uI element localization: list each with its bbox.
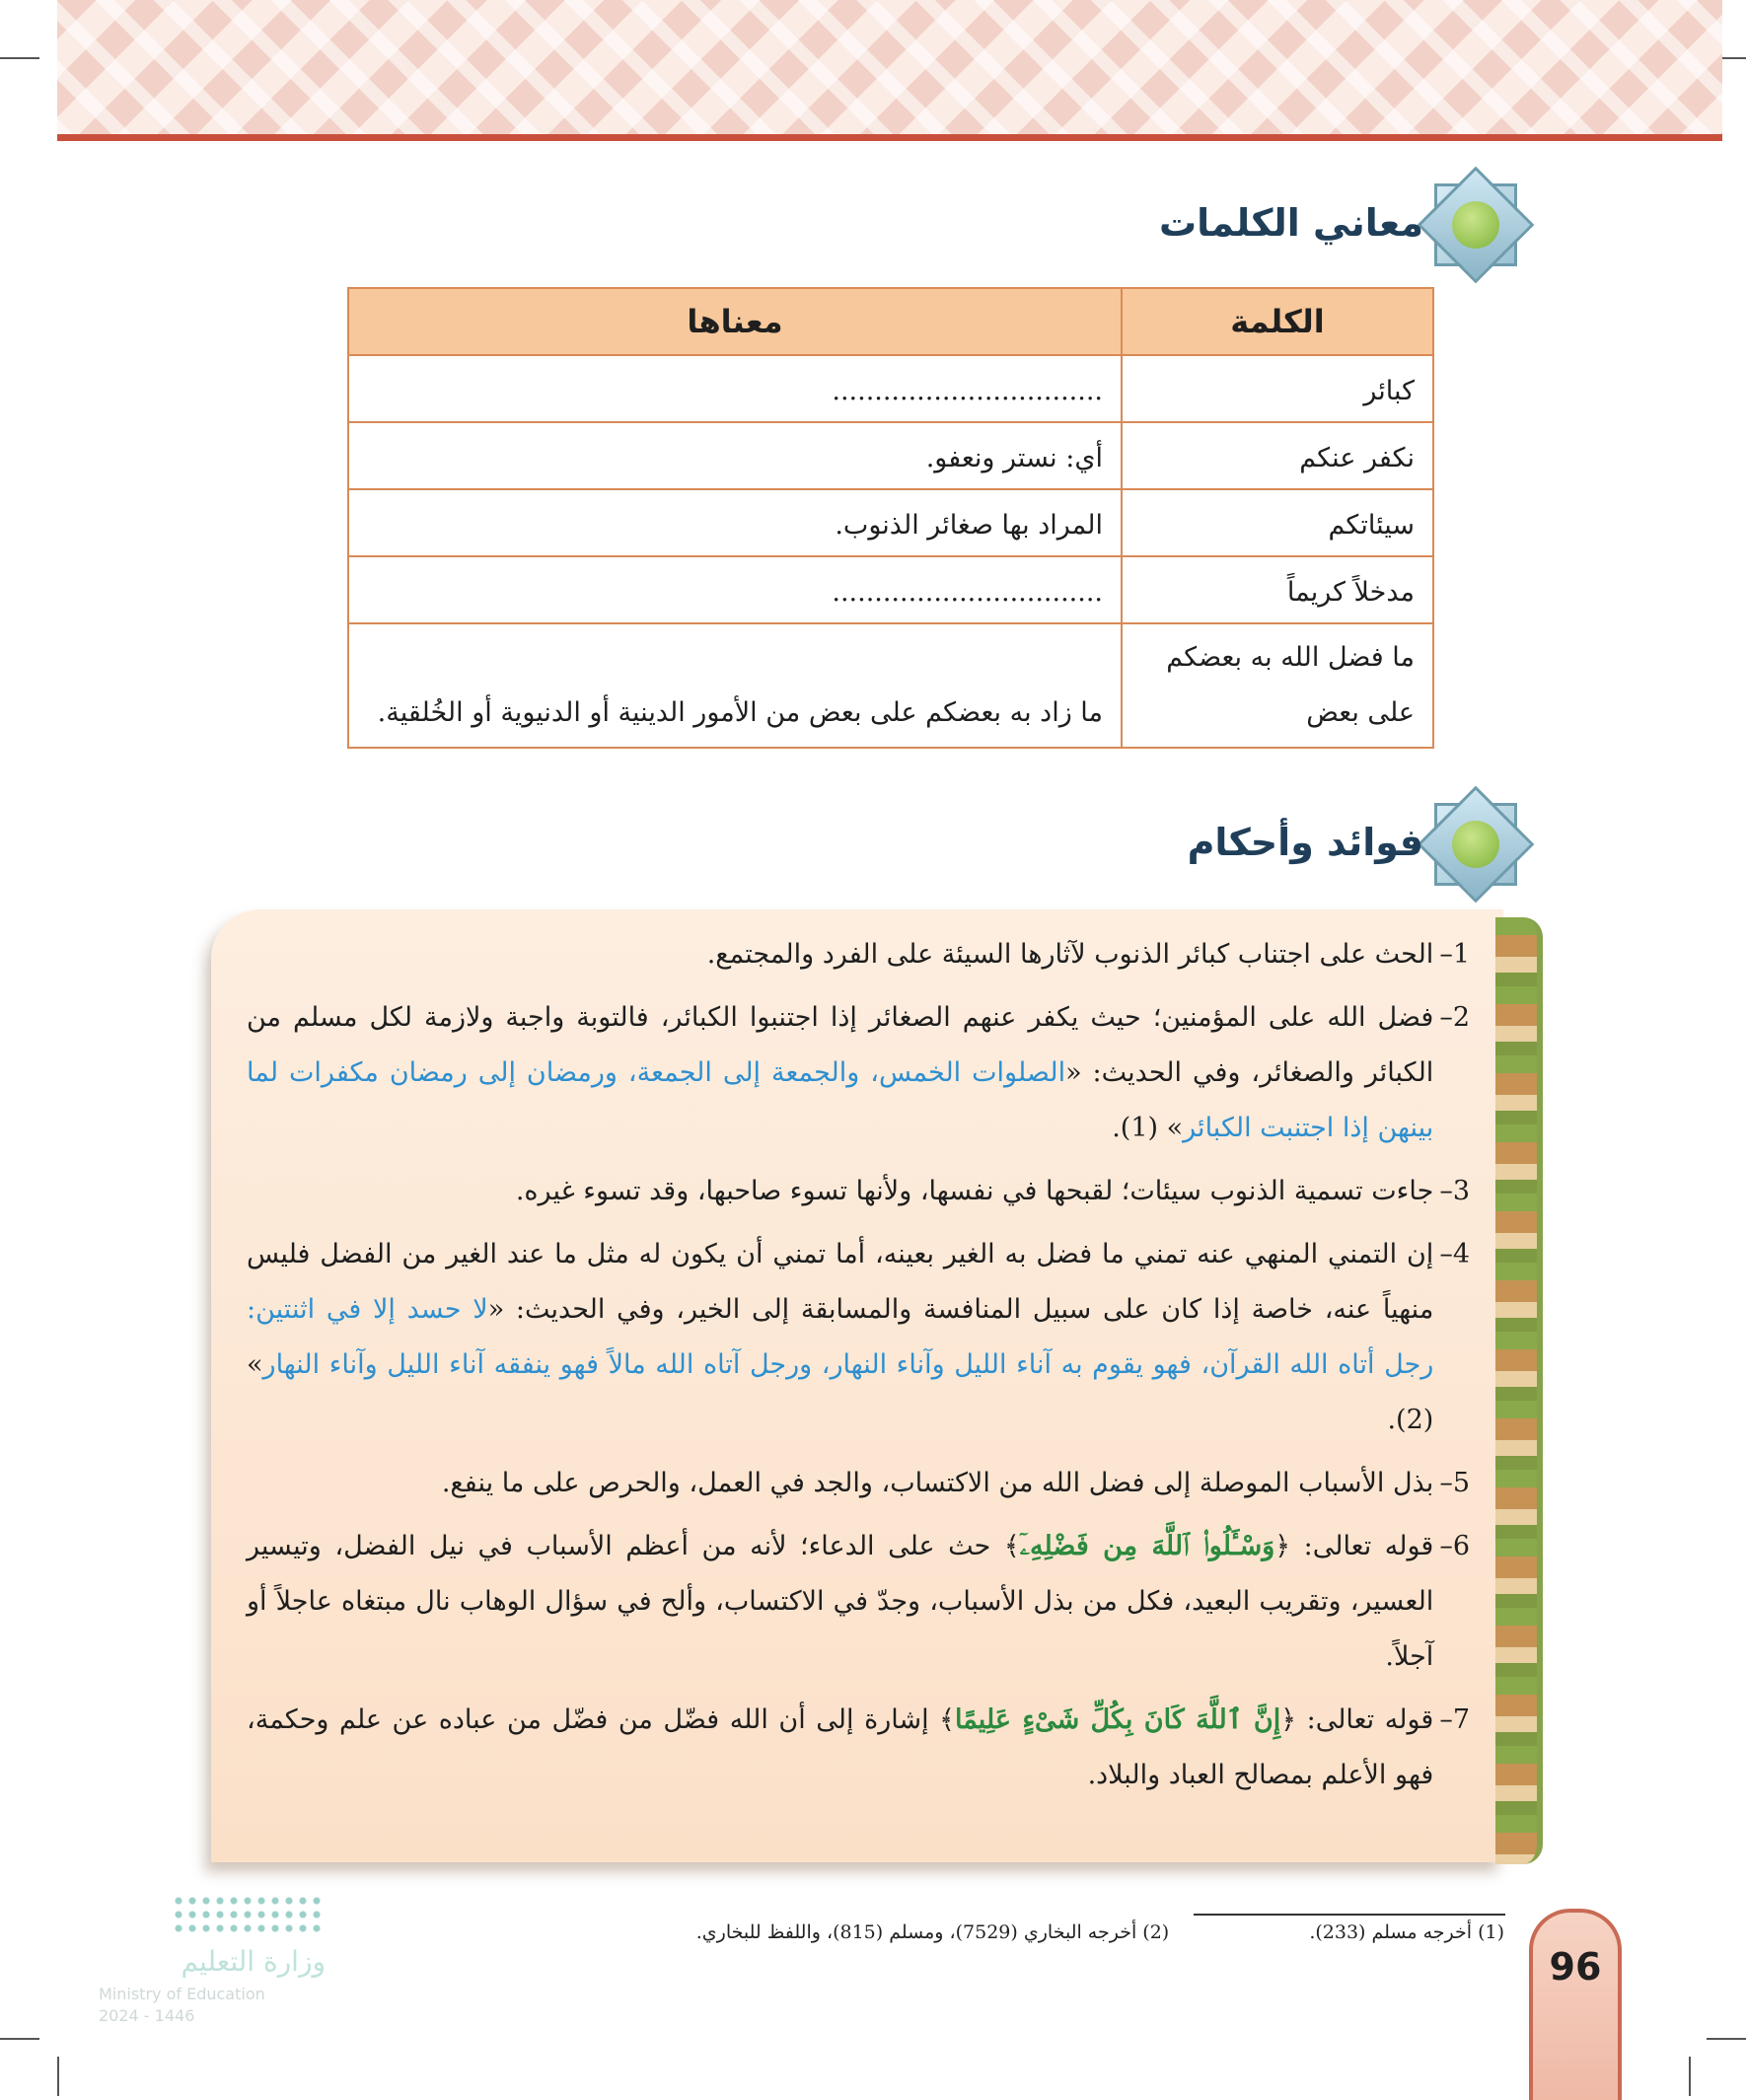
- benefit-number: 1–: [1439, 939, 1470, 970]
- benefit-text: [247, 1693, 1433, 1803]
- benefit-number: 5–: [1439, 1468, 1470, 1498]
- benefit-text-part: قوله تعالى: ﴿: [1274, 1531, 1434, 1561]
- footnote-2: (2) أخرجه البخاري (7529)، ومسلم (815)، واللفظ للبخاري.: [695, 1921, 1170, 1943]
- benefit-number: 7–: [1439, 1704, 1470, 1735]
- header-banner: [57, 0, 1722, 138]
- meaning-cell: المراد بها صغائر الذنوب.: [348, 489, 1122, 556]
- word-cell: سيئاتكم: [1122, 489, 1433, 556]
- benefit-text: [247, 1227, 1433, 1448]
- benefit-number: 3–: [1439, 1176, 1470, 1206]
- footnotes: [696, 1921, 1504, 1943]
- table-row: [348, 556, 1433, 623]
- column-header-word: الكلمة: [1122, 288, 1433, 355]
- benefit-number: 4–: [1439, 1239, 1470, 1269]
- column-header-meaning: معناها: [348, 288, 1122, 355]
- quran-verse: إِنَّ ٱللَّهَ كَانَ بِكُلِّ شَىْءٍ عَلِيمًا: [954, 1704, 1281, 1735]
- quran-verse: وَسْـَٔلُوا۟ ٱللَّهَ مِن فَضْلِهِۦٓ: [1019, 1531, 1275, 1561]
- section-badge-icon: [1426, 795, 1525, 894]
- benefit-item: [247, 1519, 1470, 1685]
- benefit-number: 2–: [1439, 1002, 1470, 1033]
- benefit-text-part: جاءت تسمية الذنوب سيئات؛ لقبحها في نفسها، ولأنها تسوء صاحبها، وقد تسوء غيره.: [515, 1176, 1434, 1206]
- logo-dots-icon: [172, 1894, 326, 1937]
- hadith-quote: لا حسد إلا في اثنتين: رجل أتاه الله القرآن، فهو يقوم به آناء الليل وآناء النهار، ورجل آتاه الله مالاً فهو ينفقه آناء الليل وآناء النهار: [247, 1294, 1434, 1380]
- benefit-text-part: الحث على اجتناب كبائر الذنوب لآثارها السيئة على الفرد والمجتمع.: [706, 939, 1434, 970]
- table-row: [348, 489, 1433, 556]
- crop-mark: [57, 2057, 59, 2096]
- benefit-item: [247, 1164, 1470, 1219]
- section-title-benefits: فوائد وأحكام: [1187, 821, 1423, 864]
- table-row: [348, 422, 1433, 489]
- word-cell: مدخلاً كريماً: [1122, 556, 1433, 623]
- header-divider: [57, 134, 1722, 141]
- crop-mark: [0, 2038, 39, 2040]
- logo-year: 2024 - 1446: [99, 2006, 195, 2025]
- benefit-item: [247, 990, 1470, 1156]
- footnote-1: (1) أخرجه مسلم (233).: [1309, 1921, 1504, 1943]
- word-cell: نكفر عنكم: [1122, 422, 1433, 489]
- benefit-text-part: » (2).: [247, 1349, 1434, 1435]
- logo-english: Ministry of Education: [99, 1985, 265, 2003]
- benefit-number: 6–: [1439, 1531, 1470, 1561]
- benefit-item: [247, 1456, 1470, 1511]
- benefit-item: [247, 1227, 1470, 1448]
- ministry-logo: [99, 1894, 326, 2032]
- benefit-text: [247, 1456, 1433, 1511]
- meaning-cell: ................................: [348, 556, 1122, 623]
- meaning-cell: أي: نستر ونعفو.: [348, 422, 1122, 489]
- logo-arabic: وزارة التعليم: [181, 1945, 326, 1978]
- footnote-divider: [1194, 1914, 1505, 1916]
- benefit-text-part: » (1).: [1112, 1113, 1184, 1143]
- benefit-text: [247, 1519, 1433, 1685]
- meaning-cell: ما زاد به بعضكم على بعض من الأمور الدينية أو الدنيوية أو الخُلقية.: [348, 623, 1122, 748]
- word-cell: كبائر: [1122, 355, 1433, 422]
- benefit-text-part: قوله تعالى: ﴿: [1280, 1704, 1434, 1735]
- benefit-text-part: إن التمني المنهي عنه تمني ما فضل به الغير بعينه، أما تمني أن يكون له مثل ما عند الغير من الفضل فليس منهياً عنه، خاصة إذا كان على سبيل المنافسة والمسابقة إلى الخير، وفي الحديث: «: [247, 1239, 1434, 1325]
- table-row: [348, 355, 1433, 422]
- hadith-quote: الصلوات الخمس، والجمعة إلى الجمعة، ورمضان إلى رمضان مكفرات لما بينهن إذا اجتنبت الكبائر: [247, 1057, 1434, 1143]
- table-header-row: [348, 288, 1433, 355]
- page-number: 96: [1549, 1945, 1602, 1989]
- crop-mark: [1689, 2057, 1691, 2096]
- crop-mark: [0, 57, 39, 59]
- benefit-text-part: بذل الأسباب الموصلة إلى فضل الله من الاكتساب، والجد في العمل، والحرص على ما ينفع.: [441, 1468, 1434, 1498]
- table-row: [348, 623, 1433, 748]
- ornamental-border: [1495, 917, 1543, 1864]
- benefit-text-part: فضل الله على المؤمنين؛ حيث يكفر عنهم الصغائر إذا اجتنبوا الكبائر، فالتوبة واجبة ولازمة لكل مسلم من الكبائر والصغائر، وفي الحديث: «: [247, 1002, 1434, 1088]
- benefit-text-part: ﴾ حث على الدعاء؛ لأنه من أعظم الأسباب في نيل الفضل، وتيسير العسير، وتقريب البعيد، فكل من بذل الأسباب، وجدّ في الاكتساب، وألح في سؤال الوهاب نال مبتغاه عاجلاً أو آجلاً.: [247, 1531, 1434, 1672]
- meaning-cell: ................................: [348, 355, 1122, 422]
- benefit-text-part: ﴾ إشارة إلى أن الله فضّل من فضّل من عباده عن علم وحكمة، فهو الأعلم بمصالح العباد والبلاد.: [247, 1704, 1434, 1790]
- benefits-list: [247, 927, 1470, 1811]
- crop-mark: [1707, 2038, 1746, 2040]
- section-title-meanings: معاني الكلمات: [1158, 201, 1423, 245]
- benefit-item: [247, 1693, 1470, 1803]
- section-badge-icon: [1426, 176, 1525, 274]
- word-meanings-table: [347, 287, 1434, 749]
- benefit-text: [247, 990, 1433, 1156]
- benefit-text: [247, 927, 1433, 982]
- word-cell: ما فضل الله به بعضكم على بعض: [1122, 623, 1433, 748]
- benefit-text: [247, 1164, 1433, 1219]
- page-number-tab: [1529, 1909, 1622, 2100]
- benefit-item: [247, 927, 1470, 982]
